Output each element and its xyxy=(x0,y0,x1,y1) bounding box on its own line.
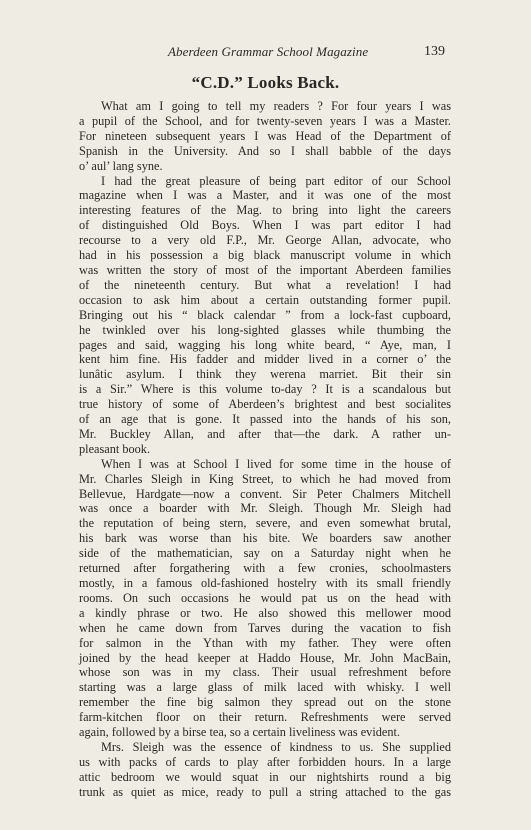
text-line: I had the great pleasure of being part editor of our School xyxy=(101,173,451,188)
text-line: of the nineteenth century. But what a revelation! I had xyxy=(79,277,451,292)
text-line: o’ aul’ lang syne. xyxy=(79,158,163,173)
text-line: kent him fine. His fadder and midder lived in a corner o’ the xyxy=(79,352,451,367)
text-line: a kindly phrase or two. He also showed this mellower mood xyxy=(79,605,451,620)
text-line: What am I going to tell my readers ? For four years I was xyxy=(101,99,451,113)
text-line: Mr. Charles Sleigh in King Street, to which he had moved from xyxy=(79,471,451,486)
text-line: is a Sir.” Where is this volume to-day ? It is a scandalous but xyxy=(79,382,451,397)
page-header xyxy=(0,44,531,64)
text-line: recourse to a very old F.P., Mr. George Allan, advocate, who xyxy=(79,233,451,248)
text-line: the reputation of being stern, severe, and even somewhat brutal, xyxy=(79,516,451,531)
paragraph xyxy=(79,740,451,800)
text-line: us with packs of cards to play after forbidden hours. In a large xyxy=(79,754,451,769)
text-line: farm-kitchen floor on their return. Refreshments were served xyxy=(79,710,451,725)
text-line: was written the story of most of the important Aberdeen families xyxy=(79,262,451,277)
text-line: interesting features of the Mag. to bring into light the careers xyxy=(79,203,451,218)
text-line: trunk as quiet as mice, ready to pull a string attached to the gas xyxy=(79,784,451,799)
text-line: Mrs. Sleigh was the essence of kindness to us. She supplied xyxy=(101,739,451,754)
article-title: “C.D.” Looks Back. xyxy=(191,73,340,92)
text-line: Bellevue, Hardgate—now a convent. Sir Peter Chalmers Mitchell xyxy=(79,486,451,501)
page-number: 139 xyxy=(424,44,445,59)
text-line: magazine when I was a Master, and it was one of the most xyxy=(79,188,451,203)
text-line: joined by the head keeper at Haddo House, Mr. John MacBain, xyxy=(79,650,451,665)
running-title: Aberdeen Grammar School Magazine xyxy=(168,44,369,59)
text-line: true history of some of Aberdeen’s brightest and best socialites xyxy=(79,397,451,412)
text-line: had in his possession a big black manuscript volume in which xyxy=(79,248,451,263)
text-line: Bringing out his “ black calendar ” from a lock-fast cupboard, xyxy=(79,307,451,322)
text-line: returned after forgathering with a few cronies, schoolmasters xyxy=(79,561,451,576)
text-line: of an age that is gone. It passed into the hands of his son, xyxy=(79,412,451,427)
text-line: whose son was in my class. Their usual refreshment before xyxy=(79,665,451,680)
text-line: rooms. On such occasions he would pat us on the head with xyxy=(79,590,451,605)
text-line: pages and said, wagging his long white beard, “ Aye, man, I xyxy=(79,337,451,352)
text-line: lunâtic asylum. I think they werena marriet. Bit their sin xyxy=(79,367,451,382)
text-line: Mr. Buckley Allan, and after that—the dark. A rather un- xyxy=(79,426,451,441)
text-line: For nineteen subsequent years I was Head of the Department of xyxy=(79,128,451,143)
text-line: occasion to ask him about a certain outstanding former pupil. xyxy=(79,292,451,307)
text-line: side of the mathematician, say on a Saturday night when he xyxy=(79,546,451,561)
text-line: mostly, in a famous old-fashioned hostelry with its small friendly xyxy=(79,576,451,590)
text-line: when he came down from Tarves during the vacation to fish xyxy=(79,620,451,635)
paragraph xyxy=(79,174,451,457)
text-line: remember the fine big salmon they spread out on the stone xyxy=(79,695,451,710)
text-line: When I was at School I lived for some time in the house of xyxy=(101,456,451,471)
text-line: was once a boarder with Mr. Sleigh. Though Mr. Sleigh had xyxy=(79,501,451,516)
article-body xyxy=(79,99,451,800)
text-line: pleasant book. xyxy=(79,441,151,456)
text-line: attic bedroom we would squat in our nightshirts round a big xyxy=(79,769,451,784)
text-line: he twinkled over his long-sighted glasses while thumbing the xyxy=(79,322,451,337)
text-line: his bark was worse than his bite. We boarders saw another xyxy=(79,531,451,546)
paragraph xyxy=(79,457,451,740)
text-line: a pupil of the School, and for twenty-seven years I was a Master. xyxy=(79,113,451,128)
text-line: for salmon in the Ythan with my father. They were often xyxy=(79,635,451,650)
text-line: Spanish in the University. And so I shall babble of the days xyxy=(79,143,451,158)
text-line: of distinguished Old Boys. When I was part editor I had xyxy=(79,218,451,233)
text-line: again, followed by a birse tea, so a certain liveliness was evident. xyxy=(79,725,400,740)
text-line: starting was a large glass of milk laced with whisky. I well xyxy=(79,680,451,695)
paragraph xyxy=(79,99,451,174)
